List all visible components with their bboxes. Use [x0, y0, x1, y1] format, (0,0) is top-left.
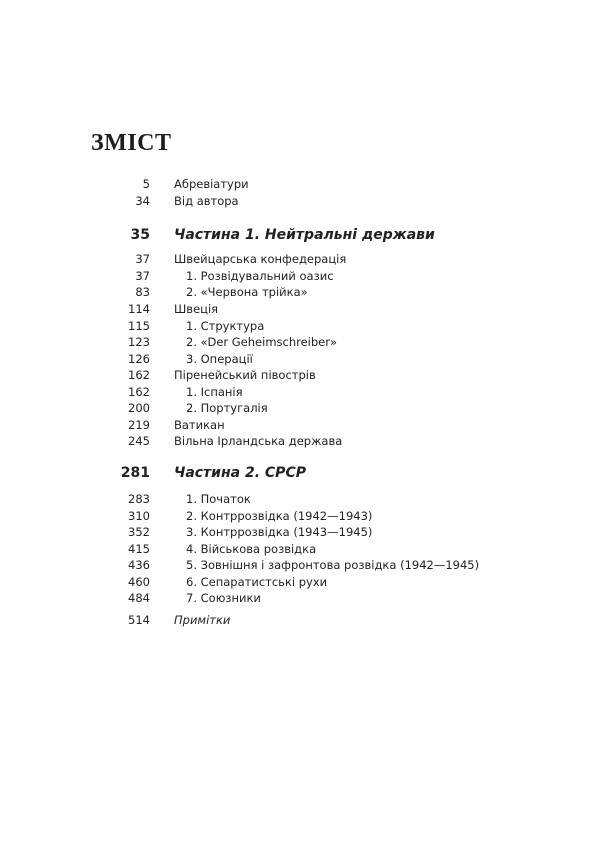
entry-title: 2. «Der Geheimschreiber»: [186, 335, 338, 349]
entry-title: 1. Структура: [186, 319, 265, 333]
entry-title: 3. Контррозвідка (1943—1945): [186, 525, 373, 539]
entry-title: 6. Сепаратистські рухи: [186, 575, 328, 589]
page-number: 126: [128, 352, 150, 366]
entry-title: 5. Зовнішня і зафронтова розвідка (1942—1945): [186, 558, 480, 572]
page-number: 35: [130, 227, 150, 243]
page-number: 310: [128, 509, 150, 523]
toc-entry: [0, 523, 600, 541]
page-number: 34: [135, 194, 150, 208]
entry-title: Від автора: [174, 194, 239, 208]
entry-title: 2. Португалія: [186, 401, 268, 415]
toc-entry: [0, 589, 600, 607]
entry-title: Вільна Ірландська держава: [174, 434, 343, 448]
toc-entry: [0, 283, 600, 301]
toc-entry: [0, 432, 600, 450]
entry-title: 7. Союзники: [186, 591, 261, 605]
entry-title: Піренейський півострів: [174, 368, 316, 382]
page-number: 352: [128, 525, 150, 539]
page-number: 162: [128, 368, 150, 382]
entry-title: 2. Контррозвідка (1942—1943): [186, 509, 373, 523]
page-number: 114: [128, 302, 150, 316]
page-title: ЗМІСТ: [91, 130, 172, 156]
part-title: Частина 2. СРСР: [174, 465, 306, 481]
page-number: 200: [128, 401, 150, 415]
page-number: 460: [128, 575, 150, 589]
entry-title: 3. Операції: [186, 352, 253, 366]
toc-entry: [0, 250, 600, 268]
entry-title: Абревіатури: [174, 177, 249, 191]
page-number: 83: [135, 285, 150, 299]
toc-entry: [0, 366, 600, 384]
entry-title: 1. Розвідувальний оазис: [186, 269, 334, 283]
page-number: 37: [135, 269, 150, 283]
entry-title: Швеція: [174, 302, 219, 316]
page-number: 283: [128, 492, 150, 506]
toc-entry: [0, 192, 600, 210]
toc-entry: [0, 300, 600, 318]
toc-entry: [0, 399, 600, 417]
entry-title: Примітки: [174, 613, 231, 627]
page-number: 415: [128, 542, 150, 556]
page-number: 436: [128, 558, 150, 572]
entry-title: Швейцарська конфедерація: [174, 252, 347, 266]
page-number: 37: [135, 252, 150, 266]
toc-entry: [0, 490, 600, 508]
toc-part-heading: [0, 462, 600, 484]
entry-title: 4. Військова розвідка: [186, 542, 317, 556]
page-number: 514: [128, 613, 150, 627]
page-number: 219: [128, 418, 150, 432]
page-number: 484: [128, 591, 150, 605]
page-number: 281: [120, 465, 150, 481]
page-number: 123: [128, 335, 150, 349]
entry-title: 1. Іспанія: [186, 385, 243, 399]
toc-entry-notes: [0, 611, 600, 629]
part-title: Частина 1. Нейтральні держави: [174, 227, 435, 243]
page-number: 162: [128, 385, 150, 399]
page-number: 5: [142, 177, 150, 191]
entry-title: 2. «Червона трійка»: [186, 285, 308, 299]
entry-title: 1. Початок: [186, 492, 251, 506]
toc-entry: [0, 556, 600, 574]
toc-entry: [0, 333, 600, 351]
toc-part-heading: [0, 224, 600, 246]
page-number: 245: [128, 434, 150, 448]
entry-title: Ватикан: [174, 418, 225, 432]
toc-entry: [0, 175, 600, 193]
page-number: 115: [128, 319, 150, 333]
